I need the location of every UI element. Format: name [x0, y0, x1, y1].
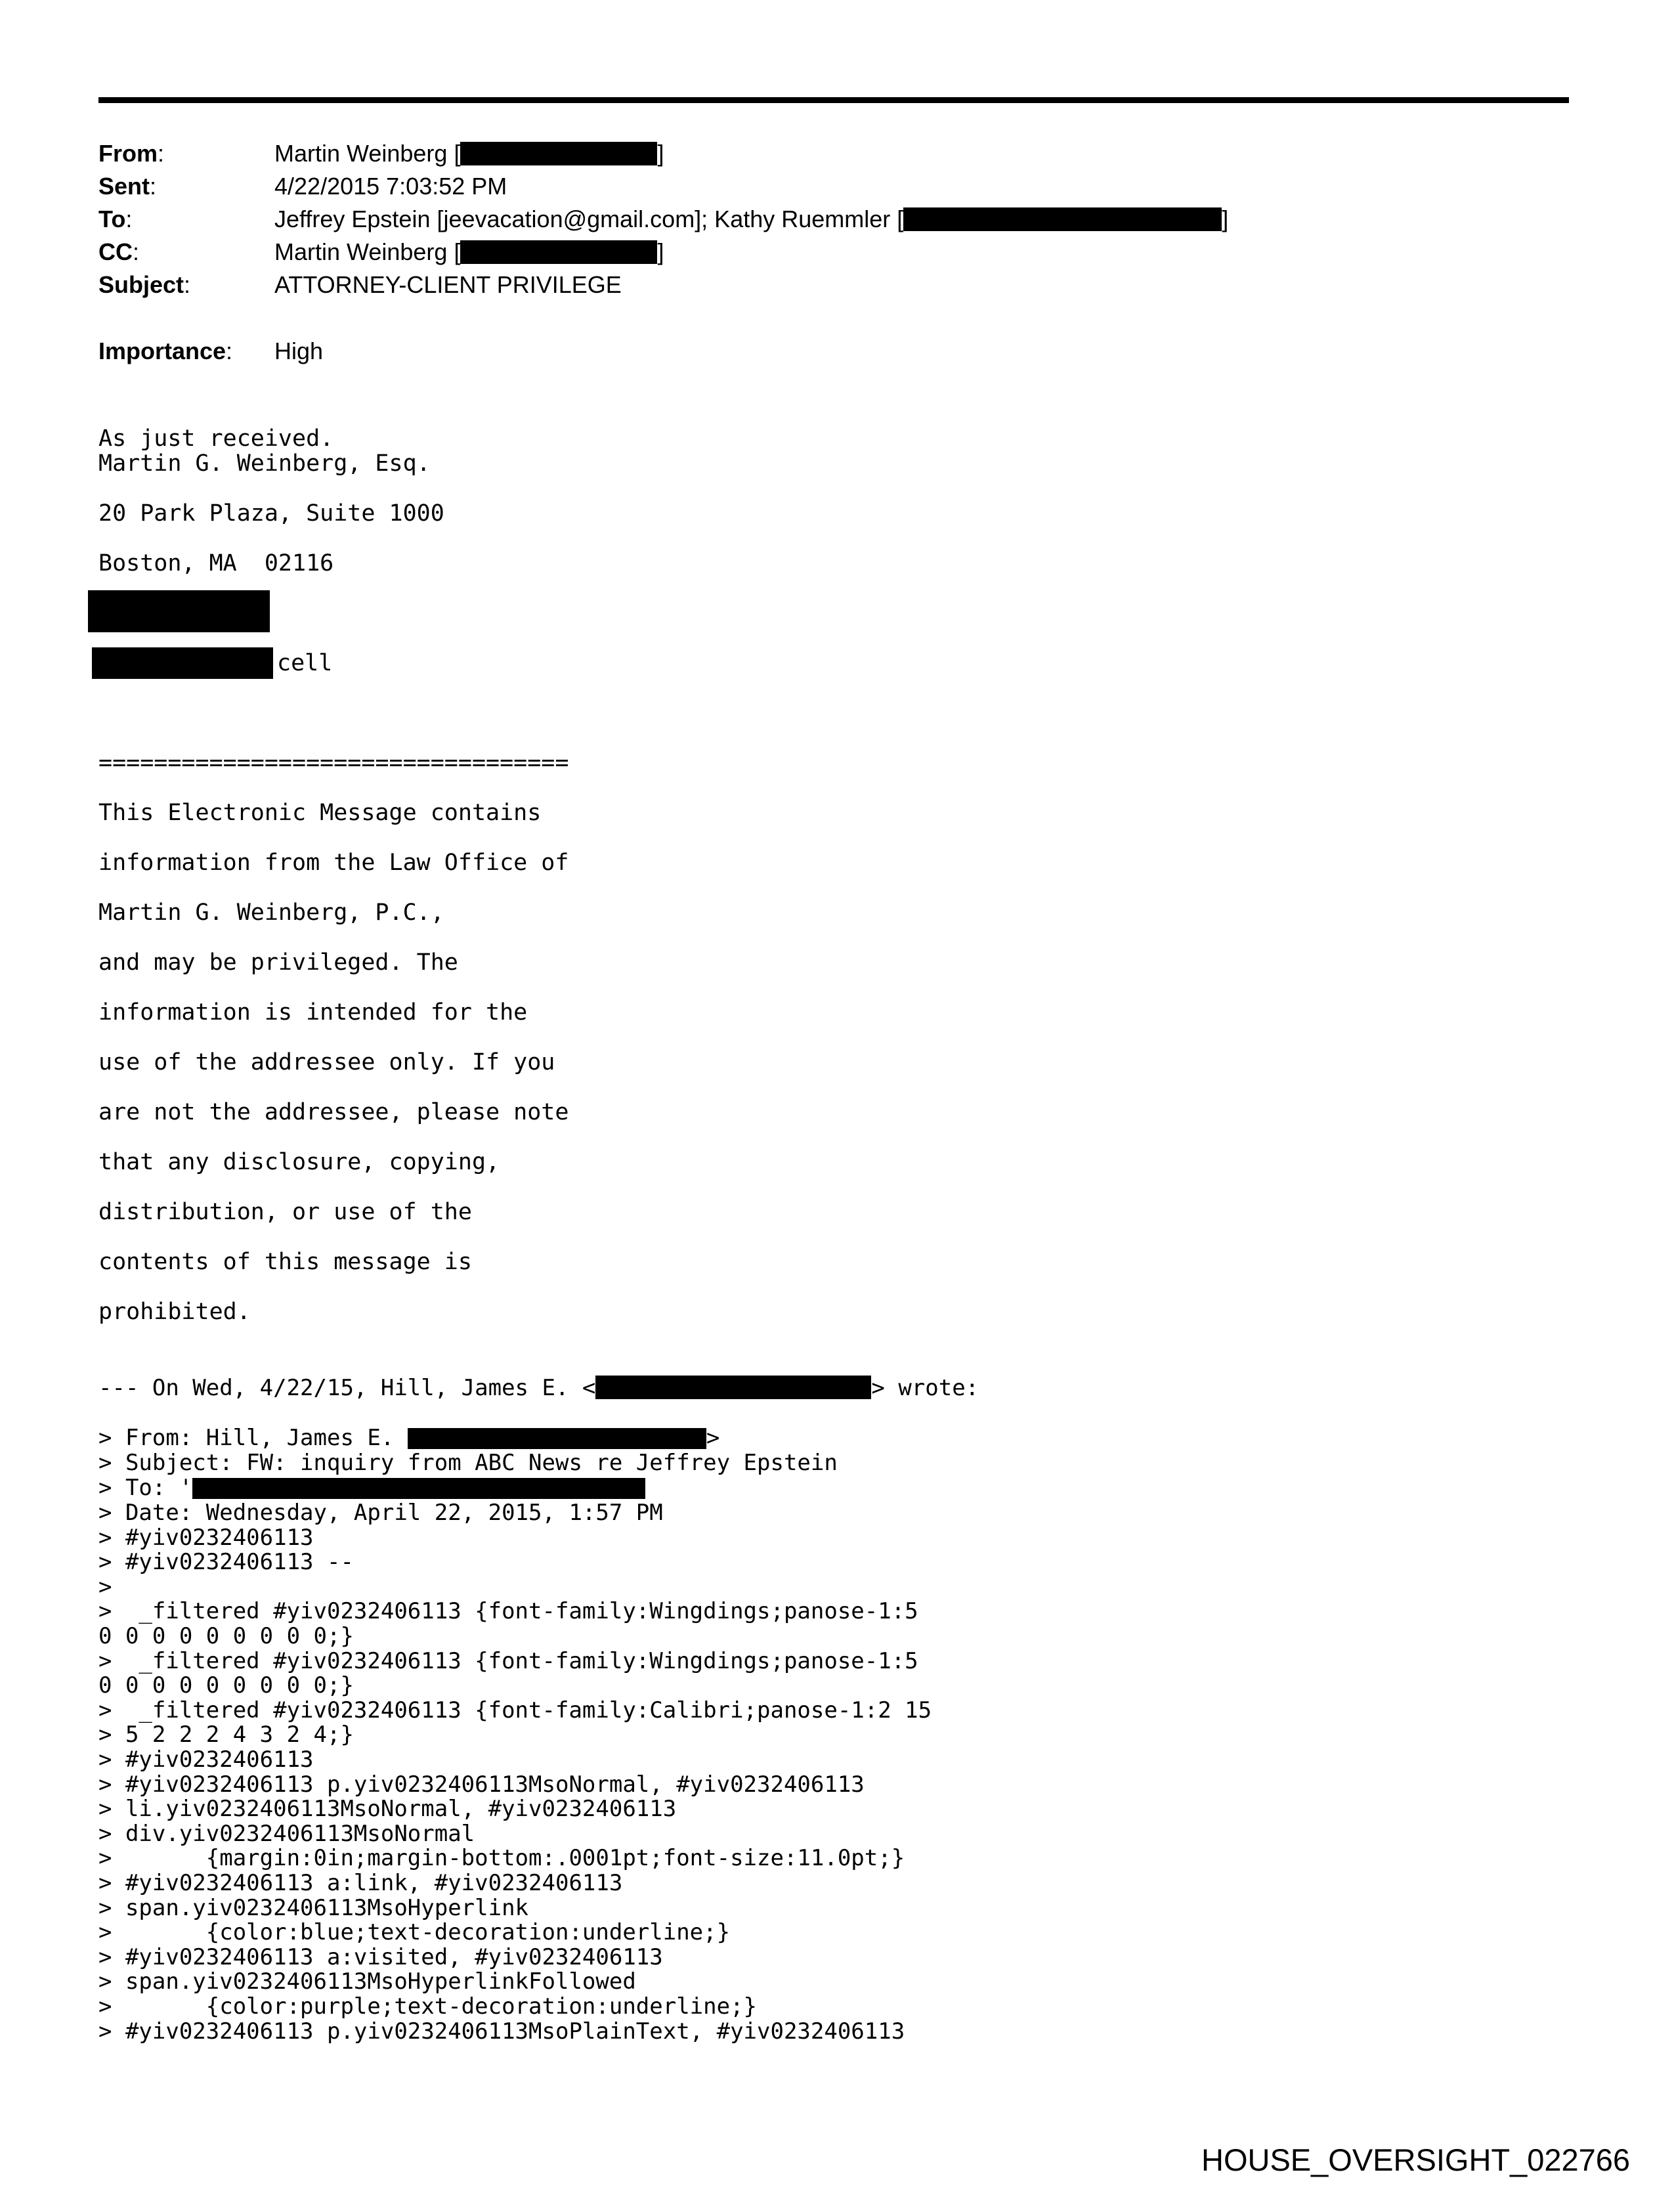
quoted-line: > #yiv0232406113: [98, 1746, 314, 1773]
from-value: Martin Weinberg [ ]: [274, 140, 664, 167]
sent-label: Sent: [98, 173, 150, 200]
bates-number: HOUSE_OVERSIGHT_022766: [1201, 2142, 1631, 2177]
quoted-line: > #yiv0232406113 p.yiv0232406113MsoPlainText, #yiv0232406113: [98, 2018, 905, 2045]
disclaimer-line: use of the addressee only. If you: [98, 1049, 555, 1075]
sent-value: 4/22/2015 7:03:52 PM: [274, 173, 507, 200]
quoted-line: 0 0 0 0 0 0 0 0 0;}: [98, 1672, 354, 1699]
from-label: From: [98, 140, 158, 167]
quoted-line: > {margin:0in;margin-bottom:.0001pt;font-size:11.0pt;}: [98, 1845, 905, 1872]
disclaimer-line: prohibited.: [98, 1299, 251, 1325]
quoted-line: > 5 2 2 2 4 3 2 4;}: [98, 1722, 354, 1748]
disclaimer-line: that any disclosure, copying,: [98, 1149, 500, 1175]
redaction-box: [92, 647, 273, 679]
to-label: To: [98, 206, 126, 232]
divider-line: ==================================: [98, 750, 569, 776]
disclaimer-line: and may be privileged. The: [98, 949, 458, 976]
quoted-line: > #yiv0232406113 p.yiv0232406113MsoNormal, #yiv0232406113: [98, 1771, 865, 1798]
subject-label: Subject: [98, 271, 184, 298]
quoted-line: > span.yiv0232406113MsoHyperlinkFollowed: [98, 1968, 636, 1995]
quoted-line: > #yiv0232406113 --: [98, 1549, 354, 1576]
quoted-line: 0 0 0 0 0 0 0 0 0;}: [98, 1623, 354, 1649]
disclaimer-line: are not the addressee, please note: [98, 1099, 569, 1125]
redaction-box: [192, 1478, 645, 1499]
disclaimer-line: distribution, or use of the: [98, 1199, 472, 1225]
redaction-box: [408, 1428, 706, 1449]
redaction-box: [88, 590, 270, 632]
cell-label: cell: [277, 650, 333, 676]
quoted-line: >: [98, 1573, 112, 1600]
quoted-line: > _filtered #yiv0232406113 {font-family:Wingdings;panose-1:5: [98, 1598, 918, 1625]
redaction-box: [460, 142, 657, 165]
quoted-line: > div.yiv0232406113MsoNormal: [98, 1820, 475, 1847]
redaction-box: [460, 240, 657, 264]
redaction-box: [595, 1376, 871, 1399]
subject-value: ATTORNEY-CLIENT PRIVILEGE: [274, 271, 622, 298]
redaction-box: [903, 207, 1222, 231]
disclaimer-line: information from the Law Office of: [98, 850, 569, 876]
signature-city: Boston, MA 02116: [98, 550, 334, 576]
intro-line: As just received.: [98, 425, 334, 452]
quoted-line: > _filtered #yiv0232406113 {font-family:Wingdings;panose-1:5: [98, 1647, 918, 1674]
importance-value: High: [274, 337, 324, 364]
disclaimer-line: information is intended for the: [98, 999, 528, 1026]
quoted-to-line: > To: ': [98, 1475, 645, 1500]
quoted-line: > li.yiv0232406113MsoNormal, #yiv0232406113: [98, 1796, 677, 1823]
importance-label: Importance: [98, 337, 226, 364]
quoted-line: > span.yiv0232406113MsoHyperlink: [98, 1894, 529, 1921]
quoted-line: > Date: Wednesday, April 22, 2015, 1:57 PM: [98, 1500, 663, 1526]
quoted-subject-line: > Subject: FW: inquiry from ABC News re Jeffrey Epstein: [98, 1450, 838, 1476]
signature-name: Martin G. Weinberg, Esq.: [98, 450, 431, 477]
disclaimer-line: contents of this message is: [98, 1249, 472, 1275]
header-rule: [98, 97, 1569, 103]
cc-label: CC: [98, 238, 133, 265]
quoted-line: > {color:blue;text-decoration:underline;}: [98, 1919, 731, 1946]
quoted-line: > _filtered #yiv0232406113 {font-family:Calibri;panose-1:2 15: [98, 1697, 932, 1724]
cc-value: Martin Weinberg [ ]: [274, 238, 664, 265]
to-value: Jeffrey Epstein [jeevacation@gmail.com]; Kathy Ruemmler [ ]: [274, 206, 1229, 232]
quoted-line: > #yiv0232406113 a:visited, #yiv0232406113: [98, 1943, 663, 1970]
signature-address: 20 Park Plaza, Suite 1000: [98, 500, 444, 527]
quoted-line: > {color:purple;text-decoration:underline;}: [98, 1993, 758, 2020]
quoted-line: > #yiv0232406113 a:link, #yiv0232406113: [98, 1870, 623, 1896]
disclaimer-line: Martin G. Weinberg, P.C.,: [98, 900, 444, 926]
quoted-from-line: > From: Hill, James E. >: [98, 1425, 720, 1451]
disclaimer-line: This Electronic Message contains: [98, 800, 542, 826]
quoted-wrote-line: --- On Wed, 4/22/15, Hill, James E. < > wrote:: [98, 1375, 979, 1401]
quoted-line: > #yiv0232406113: [98, 1524, 314, 1551]
